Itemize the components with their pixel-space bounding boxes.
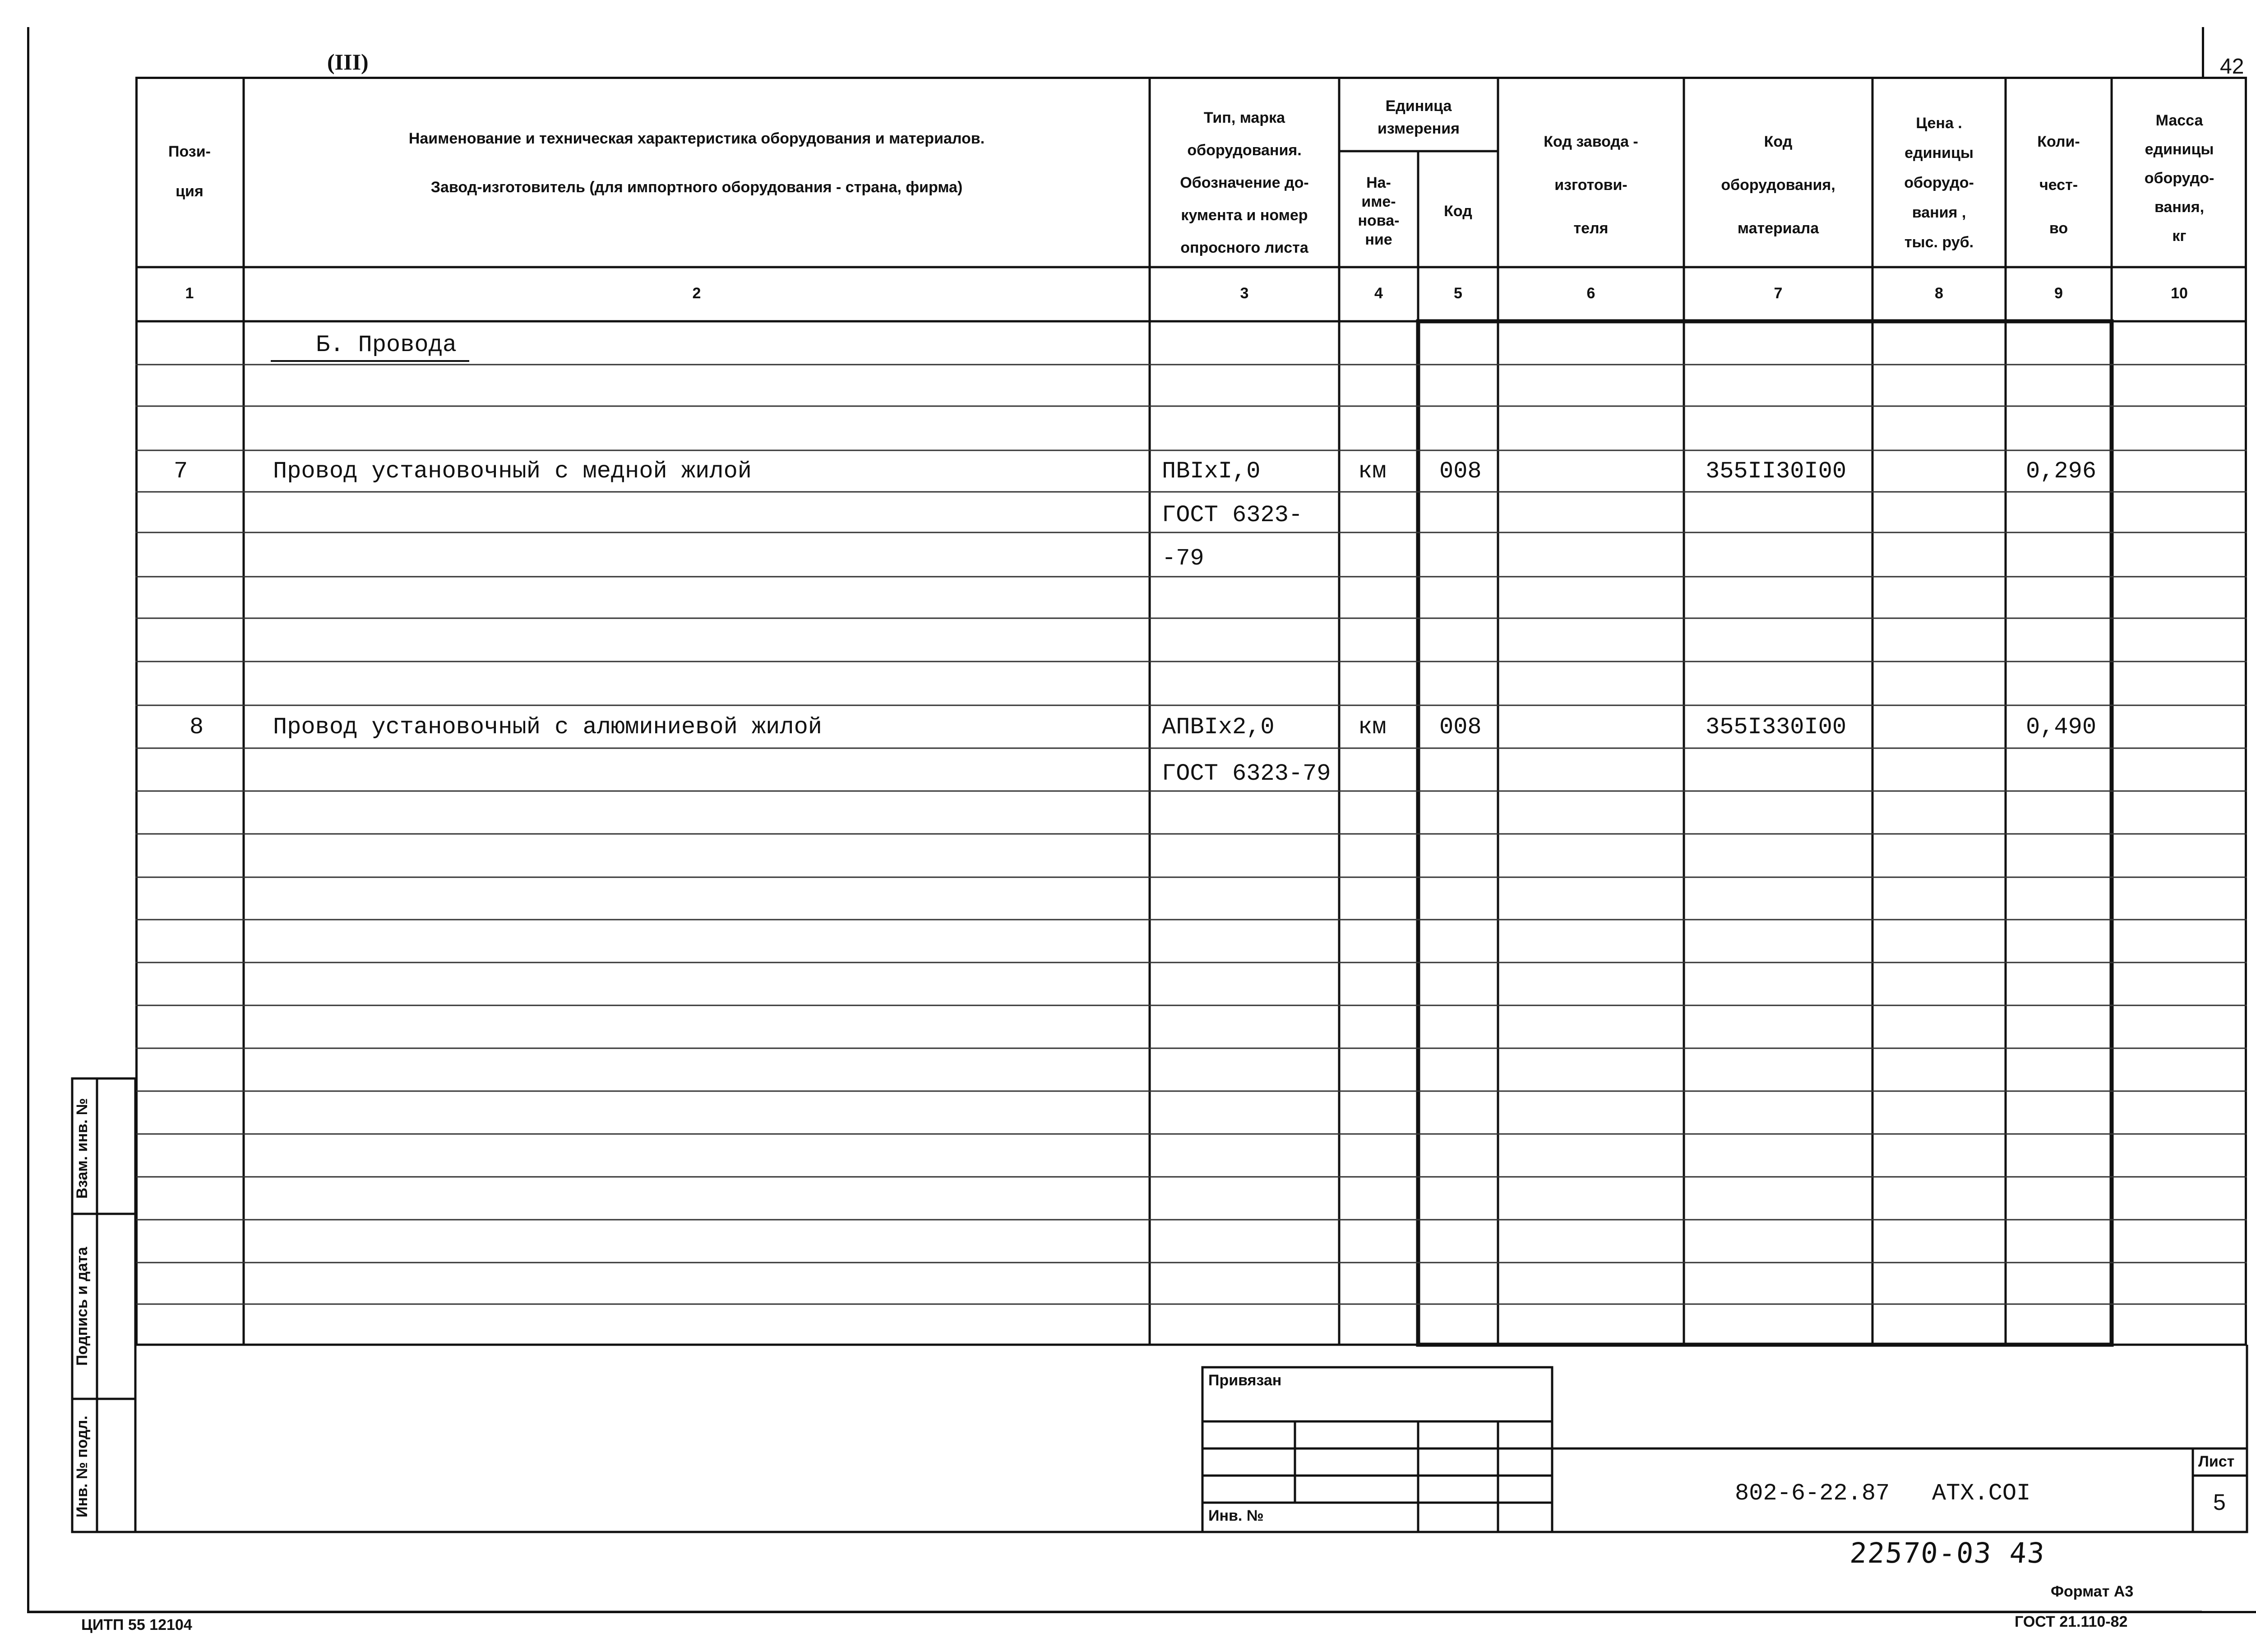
section-title: Б. Провода (316, 332, 457, 358)
colnum-8: 8 (1935, 285, 1943, 302)
sheet-label: Лист (2198, 1453, 2235, 1470)
colnum-5: 5 (1454, 285, 1462, 302)
header-type: Тип, марка оборудования. Обозначение до- кумента и номер опросного листа (1180, 109, 1309, 256)
header-name-line1: Наименование и техническая характеристика оборудования и материалов. (408, 130, 985, 147)
item-quantity: 0,296 (2026, 458, 2097, 485)
stamp-podpis-data: Подпись и дата (74, 1247, 91, 1366)
colnum-1: 1 (185, 285, 194, 302)
item-unit: км (1358, 458, 1387, 485)
item-equipment-code: 355II30I00 (1706, 458, 1847, 485)
header-mass: Масса единицы оборудо- вания, кг (2144, 112, 2214, 245)
item-pos: 7 (174, 458, 188, 485)
colnum-6: 6 (1586, 285, 1595, 302)
item-type-line: ПВIхI,0 (1162, 458, 1261, 485)
item-unit: км (1358, 714, 1387, 740)
item-unit-code: 008 (1439, 714, 1482, 740)
stamp-vzam-inv: Взам. инв. № (74, 1098, 91, 1199)
item-type-line: -79 (1162, 545, 1204, 572)
footer-right: ГОСТ 21.110-82 (2015, 1613, 2128, 1630)
page-number: 42 (2220, 55, 2244, 79)
header-price: Цена . единицы оборудо- вания , тыс. руб. (1904, 115, 1974, 251)
inv-no-label: Инв. № (1208, 1507, 1264, 1524)
sheet-number: 5 (2213, 1490, 2226, 1515)
item-type-line: ГОСТ 6323- (1162, 502, 1303, 528)
colnum-3: 3 (1240, 285, 1249, 302)
privyazan-label: Привязан (1208, 1372, 1282, 1389)
item-type-line: АПВIх2,0 (1162, 714, 1275, 740)
header-name-line2: Завод-изготовитель (для импортного оборудования - страна, фирма) (430, 179, 963, 196)
colnum-7: 7 (1774, 285, 1783, 302)
header-factory-code: Код завода - изготови- теля (1544, 133, 1638, 237)
item-quantity: 0,490 (2026, 714, 2097, 740)
header-position: Пози- ция (168, 143, 211, 200)
header-equipment-code: Код оборудования, материала (1721, 133, 1835, 237)
footer-left: ЦИТП 55 12104 (81, 1616, 192, 1633)
colnum-10: 10 (2171, 285, 2188, 302)
header-unit-code: Код (1444, 202, 1472, 220)
header-unit-name: На- име- нова- ние (1358, 174, 1400, 248)
format-label: Формат А3 (2051, 1583, 2134, 1600)
roman-mark: (III) (327, 49, 369, 74)
item-type-line: ГОСТ 6323-79 (1162, 760, 1331, 787)
item-pos: 8 (190, 714, 204, 740)
item-name: Провод установочный с медной жилой (273, 458, 752, 485)
colnum-4: 4 (1374, 285, 1383, 302)
header-unit-group: Единица измерения (1378, 97, 1460, 137)
document-code: 802-6-22.87 АТХ.СОI (1735, 1480, 2031, 1507)
handwritten-code: 22570-03 43 (1849, 1536, 2047, 1569)
header-quantity: Коли- чест- во (2037, 133, 2080, 237)
colnum-9: 9 (2054, 285, 2063, 302)
item-unit-code: 008 (1439, 458, 1482, 485)
stamp-inv-podl: Инв. № подл. (74, 1416, 91, 1518)
item-name: Провод установочный с алюминиевой жилой (273, 714, 822, 740)
colnum-2: 2 (692, 285, 701, 302)
item-equipment-code: 355I330I00 (1706, 714, 1847, 740)
